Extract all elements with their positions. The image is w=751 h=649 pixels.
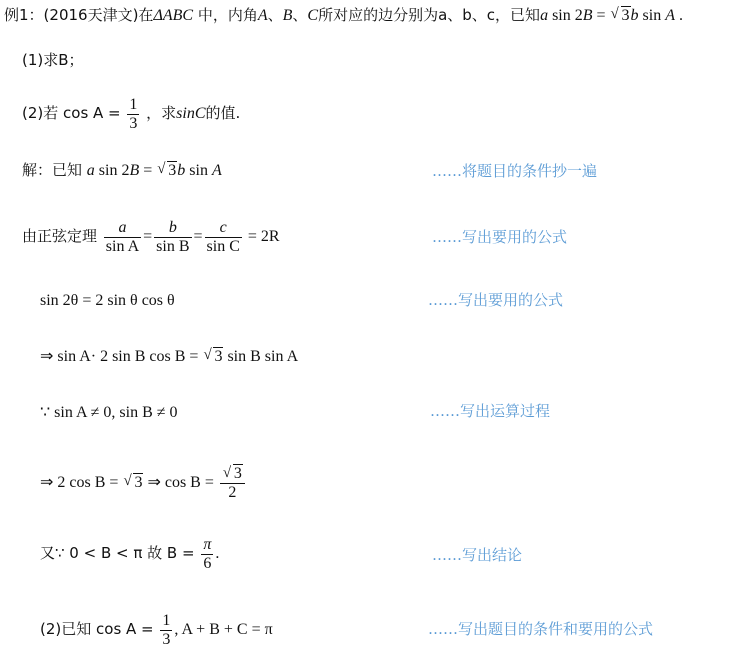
fraction-pi-6	[201, 536, 213, 573]
sqrt-symbol	[223, 465, 243, 483]
fraction-c-sinc	[205, 219, 242, 256]
frac-den-sina: sin A	[105, 238, 140, 255]
sqrt-radicand: 3	[233, 465, 242, 482]
cond-end: .	[675, 7, 683, 24]
frac-den-6: 6	[203, 555, 212, 572]
step4-conclusion: 故 B =	[142, 544, 200, 563]
step1-right: sin B sin A	[223, 348, 299, 365]
q2-prefix: (2)若 cos A =	[22, 104, 126, 123]
solution-given	[22, 163, 222, 179]
frac-num-b: b	[154, 219, 191, 238]
cond-equals: =	[592, 7, 610, 24]
q2-numerator: 1	[129, 96, 138, 113]
cond-b-angle: B	[582, 7, 593, 24]
q2-sinc: sinC	[176, 105, 206, 123]
q2-denominator: 3	[129, 115, 138, 132]
fraction-sqrt3-2	[220, 465, 245, 502]
part-2-given	[40, 612, 273, 649]
frac-num-1: 1	[162, 612, 171, 629]
frac-den-sinc: sin C	[206, 238, 240, 255]
law-of-sines	[22, 219, 280, 256]
step4-end: .	[215, 545, 220, 563]
step3-part-1: ⇒ 2 cos B =	[40, 474, 123, 492]
problem-text-1: 中，内角	[193, 6, 258, 24]
frac-den: 2	[228, 484, 237, 501]
step-conclusion	[40, 536, 219, 573]
solution-label: 解：已知	[22, 161, 87, 179]
frac-den-3: 3	[162, 631, 171, 648]
step-nonzero: ∵ sin A ≠ 0, sin B ≠ 0	[40, 404, 178, 421]
sqrt-symbol	[157, 163, 177, 179]
q2-fraction	[127, 96, 139, 133]
cond-sin2: sin 2	[548, 7, 583, 24]
sqrt-radicand: 3	[168, 162, 177, 179]
part2-prefix: (2)已知 cos A =	[40, 620, 159, 639]
note-conditions-formula: ……写出题目的条件和要用的公式	[428, 620, 654, 638]
cond-a: a	[540, 7, 549, 24]
step-cos-b	[40, 465, 247, 502]
cond-a-angle: A	[665, 7, 675, 24]
question-2	[22, 96, 240, 133]
triangle-label: ΔABC	[153, 7, 194, 24]
part2-suffix: , A + B + C = π	[174, 621, 273, 639]
sol-a: a	[86, 162, 95, 179]
frac-den-sinb: sin B	[156, 238, 190, 255]
angle-a: A	[257, 7, 268, 24]
separator-1: 、	[267, 6, 283, 24]
step3-part-2: ⇒ cos B =	[143, 474, 218, 492]
frac-num-a: a	[104, 219, 141, 238]
step4-prefix: 又∵ 0 < B < π	[40, 544, 143, 563]
sqrt-radicand: 3	[134, 474, 143, 492]
frac-num	[220, 465, 245, 484]
double-angle-formula: sin 2θ = 2 sin θ cos θ	[40, 292, 175, 309]
sol-a-angle: A	[211, 162, 222, 179]
note-formula-2: ……写出要用的公式	[428, 291, 564, 309]
step-substitute	[40, 349, 298, 365]
equals-2: =	[193, 228, 203, 246]
fraction-b-sinb	[154, 219, 191, 256]
problem-prefix: 例1：(2016天津文)在	[4, 6, 154, 24]
problem-statement	[4, 8, 683, 24]
sqrt-symbol	[611, 8, 631, 24]
angle-c: C	[307, 7, 319, 24]
angle-b: B	[282, 7, 293, 24]
sqrt-radicand: 3	[621, 7, 630, 24]
sqrt-radicand: 3	[214, 348, 223, 365]
step1-left: sin A· 2 sin B cos B =	[57, 348, 203, 365]
law-label: 由正弦定理	[22, 227, 102, 246]
question-1: (1)求B；	[22, 51, 84, 69]
note-calculation: ……写出运算过程	[430, 402, 551, 420]
fraction-1-3	[160, 612, 172, 649]
frac-num-c: c	[205, 219, 242, 238]
equals-2r: = 2R	[243, 228, 280, 246]
sqrt-symbol	[123, 475, 143, 491]
implies-arrow: ⇒	[40, 348, 58, 365]
sol-b-angle: B	[129, 162, 140, 179]
q2-suffix: 的值.	[205, 104, 241, 123]
cond-b-side: b	[630, 7, 639, 24]
separator-2: 、	[292, 6, 308, 24]
sqrt-symbol	[203, 349, 223, 365]
q2-mid: ，求	[141, 104, 177, 123]
sol-equals: =	[139, 162, 157, 179]
sol-sin: sin	[185, 162, 212, 179]
problem-text-2: 所对应的边分别为a、b、c，已知	[318, 6, 541, 24]
sol-sin2: sin 2	[94, 162, 130, 179]
note-conclusion: ……写出结论	[432, 546, 523, 564]
equals-1: =	[143, 228, 153, 246]
cond-sin: sin	[638, 7, 666, 24]
frac-num-pi: π	[203, 536, 212, 553]
note-copy-conditions: ……将题目的条件抄一遍	[432, 162, 598, 180]
sol-b-side: b	[177, 162, 186, 179]
note-formula-1: ……写出要用的公式	[432, 228, 568, 246]
fraction-a-sina	[104, 219, 141, 256]
